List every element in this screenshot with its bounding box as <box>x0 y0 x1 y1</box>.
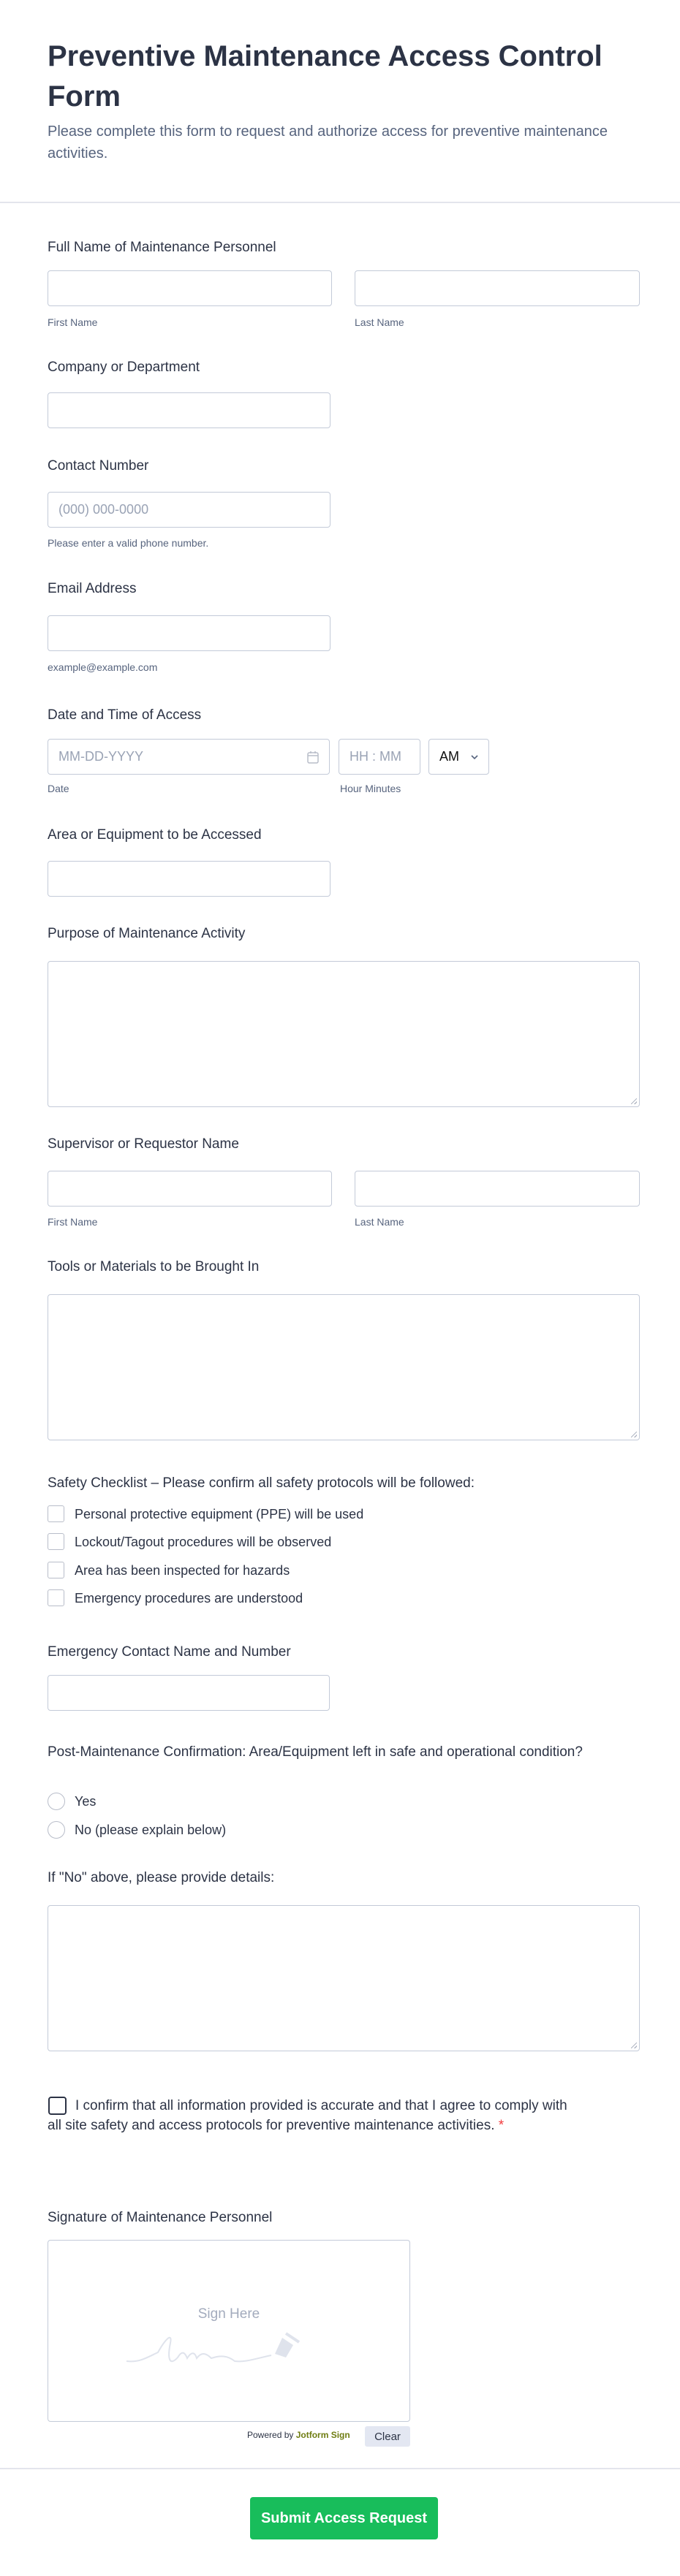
signature-placeholder: Sign Here <box>197 2306 260 2322</box>
last-name-sublabel: Last Name <box>355 316 404 328</box>
purpose-textarea[interactable] <box>48 961 640 1107</box>
email-label: Email Address <box>48 581 137 596</box>
date-input[interactable] <box>48 739 330 775</box>
clear-signature-button[interactable]: Clear <box>365 2426 410 2447</box>
tools-textarea[interactable] <box>48 1294 640 1440</box>
confirm-statement: I confirm that all information provided is accurate and that I agree to comply with all site safety and access protocols for preventive maintenance activities. <box>48 2098 567 2133</box>
safety-option-emergency: Emergency procedures are understood <box>75 1591 303 1606</box>
powered-by <box>247 2430 350 2440</box>
ampm-value: AM <box>439 749 459 764</box>
safety-checkbox-ppe[interactable] <box>48 1505 64 1522</box>
page-title: Preventive Maintenance Access Control Form <box>48 40 602 113</box>
page-subtitle: Please complete this form to request and authorize access for preventive maintenance activities. <box>48 124 608 162</box>
submit-button[interactable]: Submit Access Request <box>250 2497 438 2539</box>
post-option-yes: Yes <box>75 1794 97 1809</box>
details-textarea[interactable] <box>48 1905 640 2051</box>
ampm-select[interactable] <box>428 739 489 775</box>
header-divider <box>0 202 680 203</box>
supervisor-last-input[interactable] <box>355 1171 640 1207</box>
post-label: Post-Maintenance Confirmation: Area/Equipment left in safe and operational condition? <box>48 1744 583 1760</box>
tools-label: Tools or Materials to be Brought In <box>48 1259 260 1274</box>
powered-by-text: Powered by <box>247 2430 294 2440</box>
area-input[interactable] <box>48 861 330 897</box>
date-placeholder: MM-DD-YYYY <box>58 749 143 764</box>
details-label: If "No" above, please provide details: <box>48 1870 275 1885</box>
safety-label: Safety Checklist – Please confirm all safety protocols will be followed: <box>48 1475 475 1491</box>
datetime-label: Date and Time of Access <box>48 707 202 723</box>
post-radio-yes[interactable] <box>48 1793 65 1810</box>
contact-hint: Please enter a valid phone number. <box>48 537 209 549</box>
signature-squiggle-icon <box>125 2325 301 2368</box>
supervisor-last-sublabel: Last Name <box>355 1216 404 1228</box>
company-input[interactable] <box>48 392 330 428</box>
safety-checkbox-emergency[interactable] <box>48 1589 64 1606</box>
contact-label: Contact Number <box>48 458 149 474</box>
safety-checkbox-lockout[interactable] <box>48 1533 64 1550</box>
email-input[interactable] <box>48 615 330 651</box>
supervisor-label: Supervisor or Requestor Name <box>48 1136 239 1152</box>
jotform-sign-brand[interactable]: Jotform Sign <box>295 2430 350 2440</box>
calendar-icon[interactable] <box>307 751 319 764</box>
footer-divider <box>0 2468 680 2469</box>
contact-placeholder: (000) 000-0000 <box>58 502 149 517</box>
first-name-sublabel: First Name <box>48 316 98 328</box>
required-asterisk: * <box>498 2118 505 2133</box>
time-sublabel: Hour Minutes <box>340 783 401 794</box>
safety-option-ppe: Personal protective equipment (PPE) will be used <box>75 1507 364 1521</box>
signature-pad[interactable] <box>48 2240 410 2422</box>
post-radio-no[interactable] <box>48 1821 65 1839</box>
date-sublabel: Date <box>48 783 69 794</box>
email-hint: example@example.com <box>48 661 158 673</box>
emergency-label: Emergency Contact Name and Number <box>48 1644 291 1660</box>
purpose-label: Purpose of Maintenance Activity <box>48 926 246 941</box>
contact-input[interactable] <box>48 492 330 528</box>
post-option-no: No (please explain below) <box>75 1823 227 1837</box>
emergency-input[interactable] <box>48 1675 330 1711</box>
last-name-input[interactable] <box>355 270 640 306</box>
full-name-label: Full Name of Maintenance Personnel <box>48 240 276 255</box>
chevron-down-icon <box>471 754 478 760</box>
supervisor-first-input[interactable] <box>48 1171 332 1207</box>
confirm-text <box>48 2096 581 2135</box>
safety-option-hazards: Area has been inspected for hazards <box>75 1563 290 1578</box>
signature-label: Signature of Maintenance Personnel <box>48 2210 273 2225</box>
area-label: Area or Equipment to be Accessed <box>48 827 262 843</box>
time-input[interactable] <box>339 739 420 775</box>
first-name-input[interactable] <box>48 270 332 306</box>
company-label: Company or Department <box>48 360 200 375</box>
safety-option-lockout: Lockout/Tagout procedures will be observed <box>75 1535 332 1549</box>
time-placeholder: HH : MM <box>350 749 401 764</box>
safety-checkbox-hazards[interactable] <box>48 1562 64 1578</box>
supervisor-first-sublabel: First Name <box>48 1216 98 1228</box>
